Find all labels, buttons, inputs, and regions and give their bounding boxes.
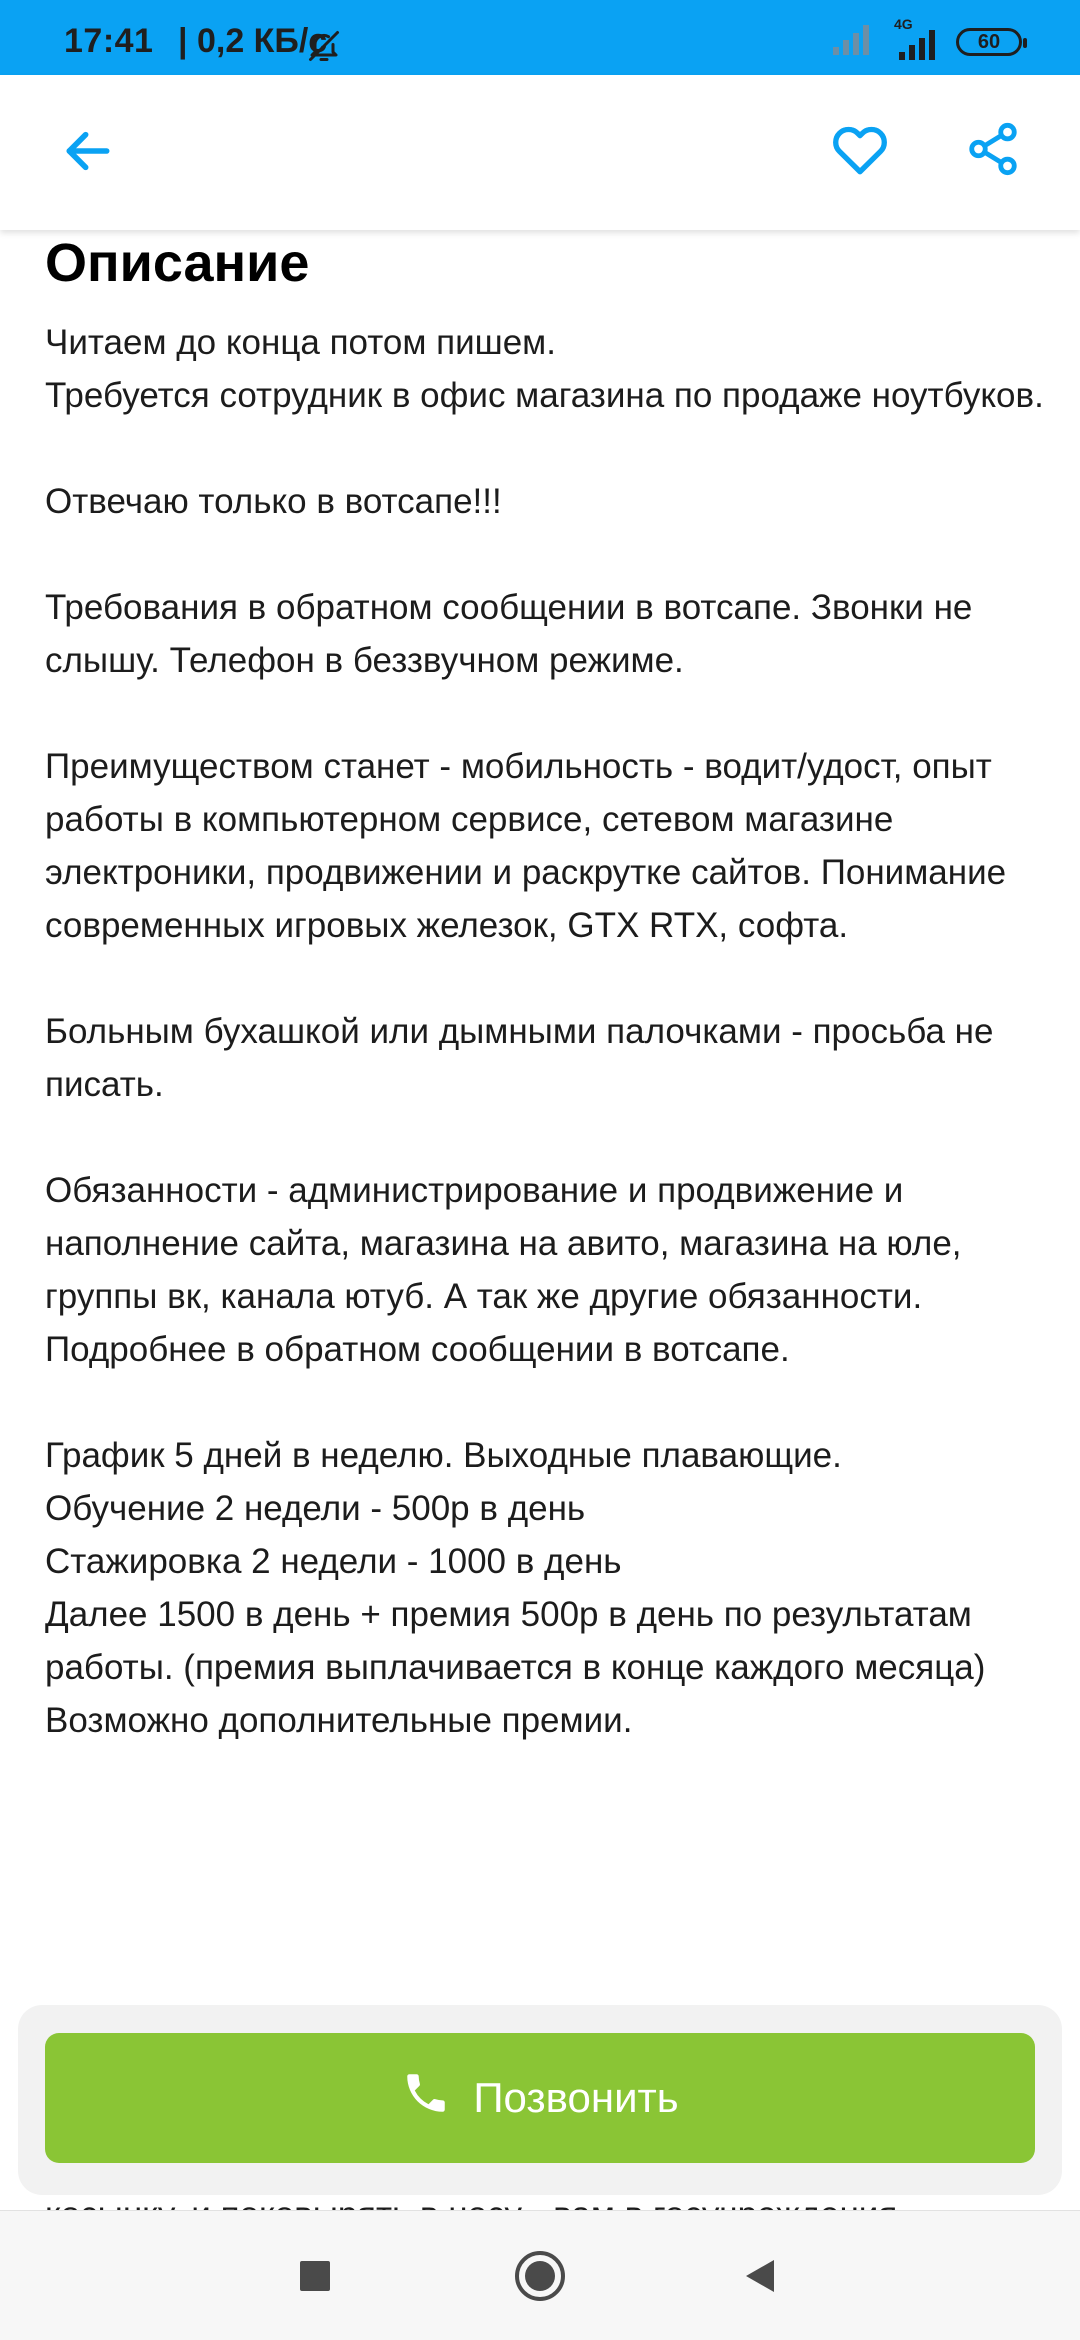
battery-icon [956,28,1022,56]
home-button[interactable] [505,2243,575,2313]
bell-off-icon [306,28,342,64]
share-icon [964,120,1022,183]
favorite-button[interactable] [820,111,900,191]
call-panel [18,2005,1062,2195]
system-nav-bar [0,2210,1080,2340]
status-indicators [832,16,1022,64]
battery-level: 60 [977,30,1001,53]
square-icon [298,2259,332,2298]
section-title: Описание [45,233,310,293]
back-button[interactable] [48,113,128,193]
circle-icon [513,2249,567,2308]
phone-icon [401,2068,451,2128]
network-type-label: 4G [894,16,913,32]
arrow-left-icon [60,123,116,184]
status-bar [0,0,1080,75]
share-button[interactable] [953,111,1033,191]
recent-apps-button[interactable] [280,2243,350,2313]
signal-4g-icon [890,16,938,62]
status-network-speed: | 0,2 КБ/с [178,22,328,60]
heart-icon [828,117,892,186]
signal-icon [832,23,872,62]
system-back-button[interactable] [725,2243,795,2313]
call-button[interactable] [45,2033,1035,2163]
description-text: Читаем до конца потом пишем. Требуется сотрудник в офис магазина по продаже ноутбуков. Отвечаю только в вотсапе!!! Требования в обратном сообщении в вотсапе. Звонки не слышу. Телефон в беззвучном режиме. Преимуществом станет - мобильность - водит/удост, опыт работы в компьютерном сервисе, сетевом магазине электроники, продвижении и раскрутке сайтов. Понимание современных игровых железок, GTX RTX, софта. Больным бухашкой или дымными палочками - просьба не писать. Обязанности - администрирование и продвижение и наполнение сайта, магазина на авито, магазина на юле, группы вк, канала ютуб. А так же другие обязанности. Подробнее в обратном сообщении в вотсапе. График 5 дней в неделю. Выходные плавающие. Обучение 2 недели - 500р в день Стажировка 2 недели - 1000 в день Далее 1500 в день + премия 500р в день по результатам работы. (премия выплачивается в конце каждого месяца) Возможно дополнительные премии. [45,323,1044,1740]
description-section [45,228,1045,1747]
status-time: 17:41 [64,22,154,60]
triangle-back-icon [740,2256,780,2301]
call-button-label: Позвонить [473,2074,679,2121]
app-bar [0,75,1080,230]
